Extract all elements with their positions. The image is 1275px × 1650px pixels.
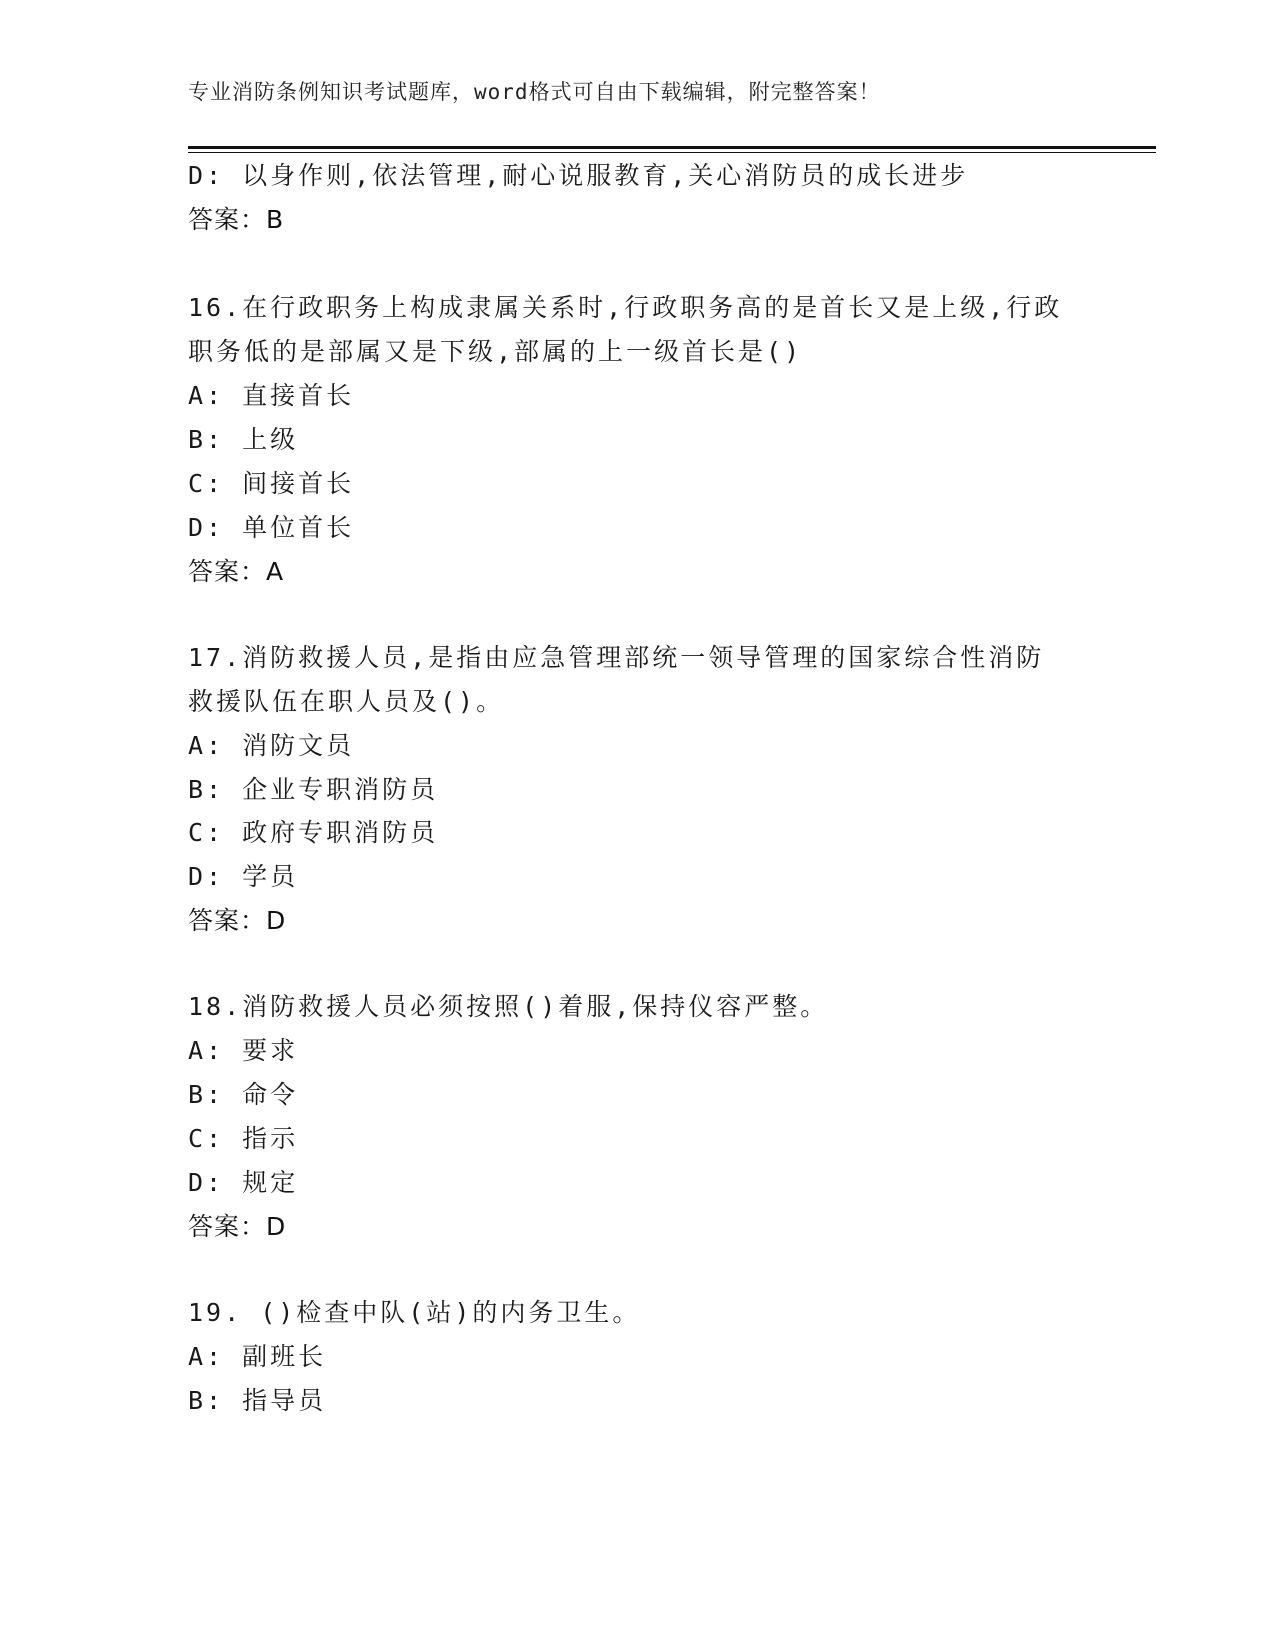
page-header: 专业消防条例知识考试题库，word格式可自由下载编辑，附完整答案！ <box>188 80 881 104</box>
answer-line: 答案：A <box>188 557 285 586</box>
option-line: C: 间接首长 <box>188 469 355 498</box>
option-line: B: 命令 <box>188 1080 299 1109</box>
option-line: C: 指示 <box>188 1124 299 1153</box>
question-17-line-1: 17.消防救援人员,是指由应急管理部统一领导管理的国家综合性消防 <box>188 643 1045 672</box>
answer-line: 答案：B <box>188 205 285 234</box>
option-line: A: 要求 <box>188 1036 299 1065</box>
question-17-line-2: 救援队伍在职人员及()。 <box>188 687 505 716</box>
question-16-line-2: 职务低的是部属又是下级,部属的上一级首长是() <box>188 337 803 366</box>
answer-line: 答案：D <box>188 906 287 935</box>
header-rule-thick <box>188 146 1156 149</box>
option-line: C: 政府专职消防员 <box>188 818 439 847</box>
option-line: D: 学员 <box>188 862 299 891</box>
question-18-line-1: 18.消防救援人员必须按照()着服,保持仪容严整。 <box>188 992 829 1021</box>
answer-line: 答案：D <box>188 1212 287 1241</box>
option-line: B: 企业专职消防员 <box>188 775 439 804</box>
option-line: A: 消防文员 <box>188 731 355 760</box>
option-line: A: 直接首长 <box>188 381 355 410</box>
option-line: D: 以身作则,依法管理,耐心说服教育,关心消防员的成长进步 <box>188 161 969 190</box>
question-16-line-1: 16.在行政职务上构成隶属关系时,行政职务高的是首长又是上级,行政 <box>188 293 1063 322</box>
option-line: A: 副班长 <box>188 1342 327 1371</box>
option-line: D: 规定 <box>188 1168 299 1197</box>
header-rule-thin <box>188 152 1156 153</box>
question-19-line-1: 19. ()检查中队(站)的内务卫生。 <box>188 1298 641 1327</box>
option-line: D: 单位首长 <box>188 513 355 542</box>
option-line: B: 上级 <box>188 425 299 454</box>
option-line: B: 指导员 <box>188 1386 327 1415</box>
